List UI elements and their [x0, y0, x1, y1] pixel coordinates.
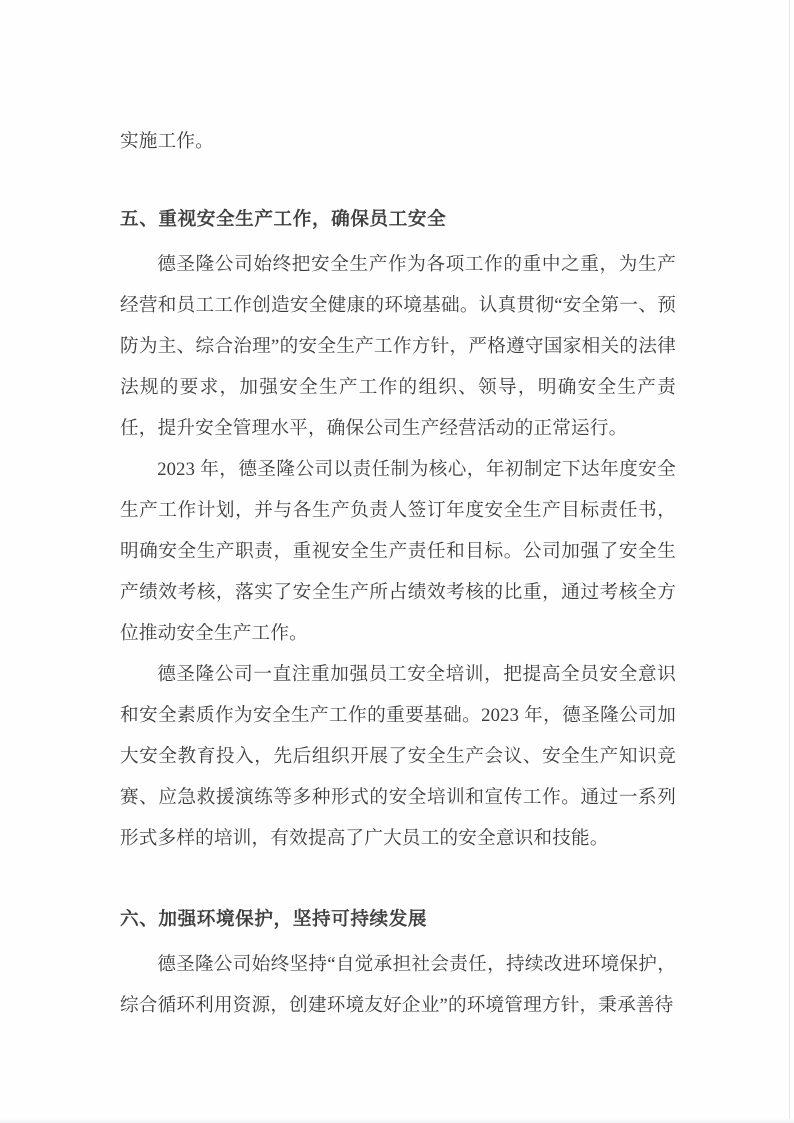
scan-page-bottom-edge: [0, 1119, 794, 1123]
section-heading-5: 五、重视安全生产工作，确保员工安全: [120, 209, 447, 231]
section5-paragraph-1: 德圣隆公司始终把安全生产作为各项工作的重中之重，为生产经营和员工工作创造安全健康的环境基础。认真贯彻“安全第一、预防为主、综合治理”的安全生产工作方针，严格遵守国家相关的法律法规的要求，加强安全生产工作的组织、领导，明确安全生产责任，提升安全管理水平，确保公司生产经营活动的正常运行。: [120, 253, 676, 439]
section5-paragraph-3: 德圣隆公司一直注重加强员工安全培训，把提高全员安全意识和安全素质作为安全生产工作的重要基础。2023 年，德圣隆公司加大安全教育投入，先后组织开展了安全生产会议、安全生产知识竞赛、应急救援演练等多种形式的安全培训和宣传工作。通过一系列形式多样的培训，有效提高了广大员工的安全意识和技能。: [120, 663, 676, 849]
section6-paragraph-1: 德圣隆公司始终坚持“自觉承担社会责任，持续改进环境保护，综合循环利用资源，创建环境友好企业”的环境管理方针，秉承善待: [120, 953, 676, 1016]
carryover-paragraph-fragment: 实施工作。: [120, 130, 214, 152]
section5-paragraph-2: 2023 年，德圣隆公司以责任制为核心，年初制定下达年度安全生产工作计划，并与各生产负责人签订年度安全生产目标责任书，明确安全生产职责，重视安全生产责任和目标。公司加强了安全生产绩效考核，落实了安全生产所占绩效考核的比重，通过考核全方位推动安全生产工作。: [120, 458, 676, 644]
scan-page-right-edge: [789, 0, 790, 1123]
section-heading-6: 六、加强环境保护，坚持可持续发展: [120, 909, 428, 931]
